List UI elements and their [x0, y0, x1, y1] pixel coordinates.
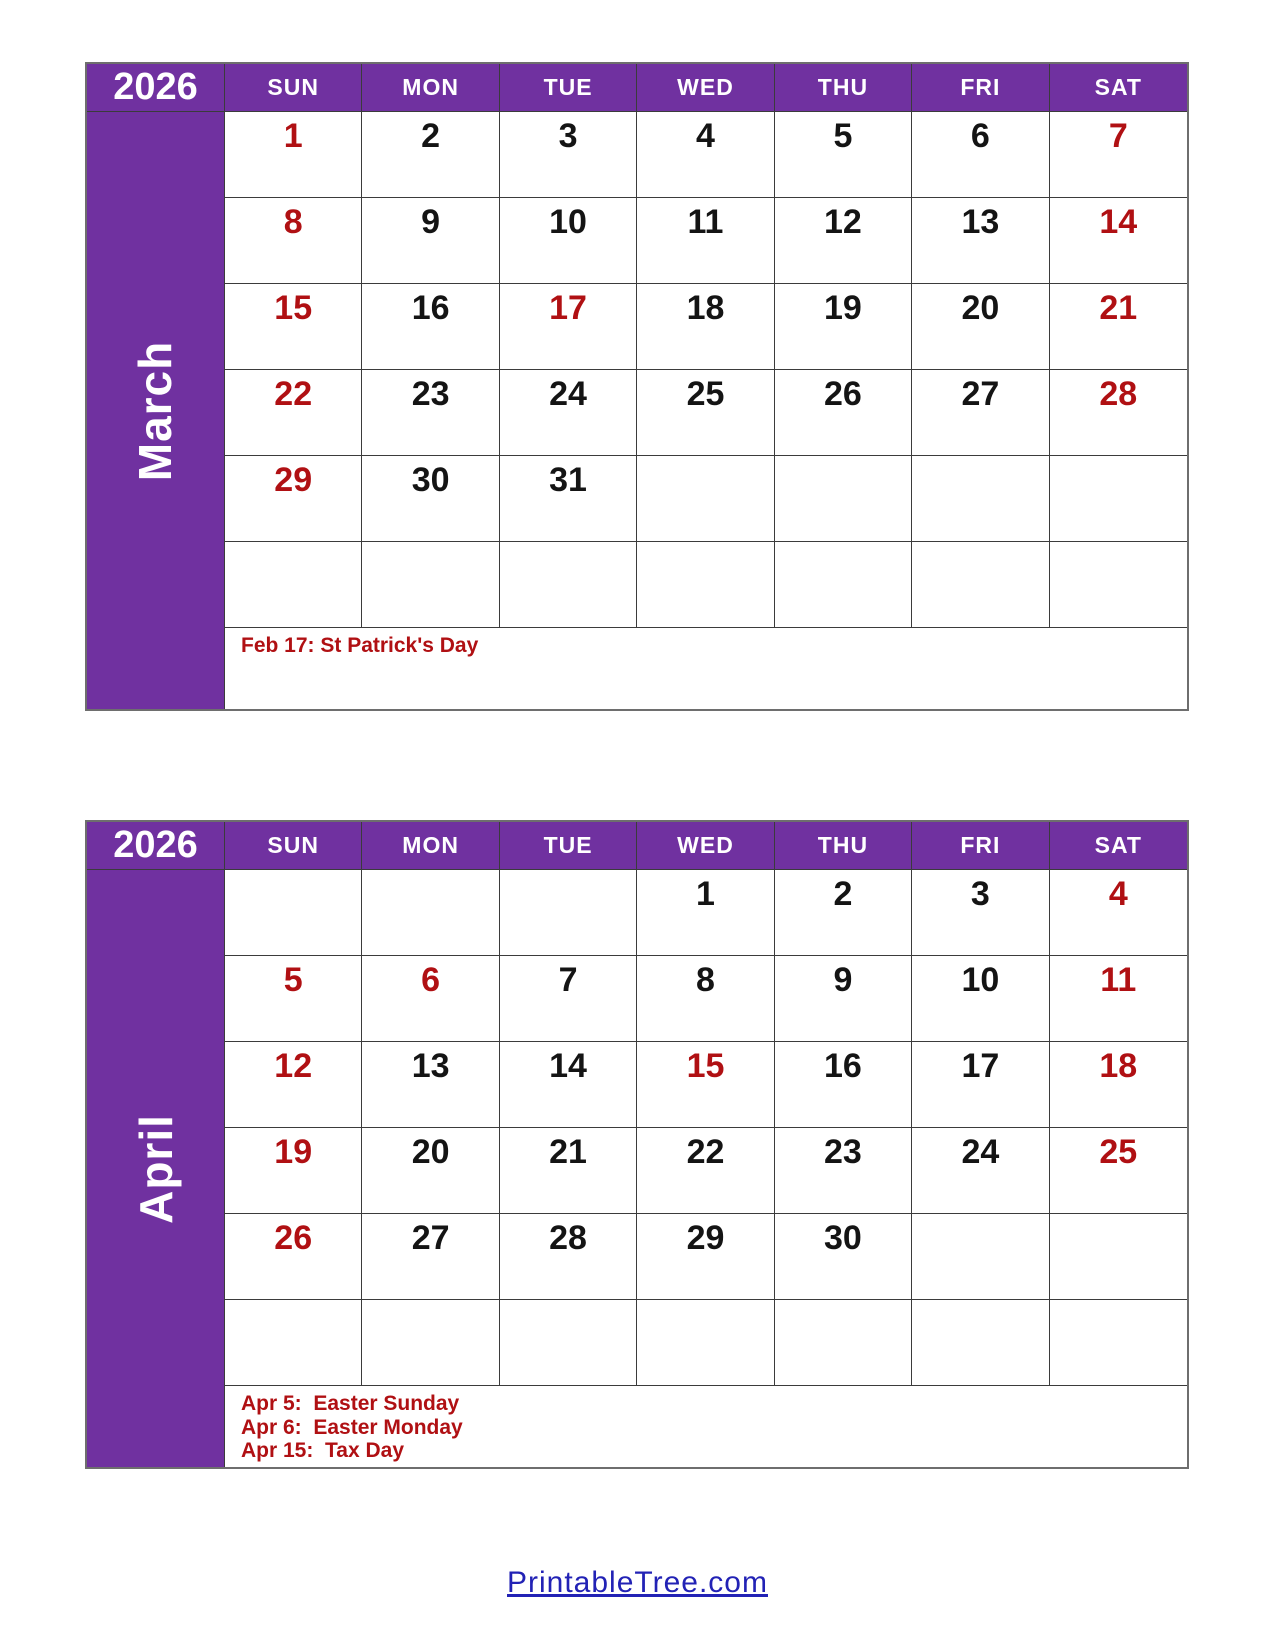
date-cell-30: 30: [362, 456, 499, 542]
date-cell-6: 6: [912, 112, 1049, 198]
day-header-sat: SAT: [1050, 822, 1187, 870]
date-cell-20: 20: [362, 1128, 499, 1214]
date-cell-28: 28: [1050, 370, 1187, 456]
date-cell-empty: [775, 456, 912, 542]
date-cell-9: 9: [362, 198, 499, 284]
date-cell-2: 2: [775, 870, 912, 956]
day-header-thu: THU: [775, 64, 912, 112]
date-cell-25: 25: [1050, 1128, 1187, 1214]
date-cell-13: 13: [912, 198, 1049, 284]
date-cell-11: 11: [1050, 956, 1187, 1042]
month-sidebar: [87, 870, 225, 1467]
date-cell-2: 2: [362, 112, 499, 198]
date-cell-10: 10: [912, 956, 1049, 1042]
date-cell-24: 24: [500, 370, 637, 456]
day-header-wed: WED: [637, 822, 774, 870]
day-header-tue: TUE: [500, 64, 637, 112]
date-cell-12: 12: [225, 1042, 362, 1128]
holiday-note: Apr 5: Easter Sunday: [241, 1392, 460, 1415]
date-cell-21: 21: [1050, 284, 1187, 370]
date-cell-11: 11: [637, 198, 774, 284]
date-cell-29: 29: [225, 456, 362, 542]
date-cell-9: 9: [775, 956, 912, 1042]
date-cell-empty: [637, 542, 774, 628]
date-cell-empty: [912, 1300, 1049, 1386]
day-header-sat: SAT: [1050, 64, 1187, 112]
date-cell-3: 3: [500, 112, 637, 198]
date-cell-8: 8: [225, 198, 362, 284]
date-cell-20: 20: [912, 284, 1049, 370]
date-cell-6: 6: [362, 956, 499, 1042]
date-cell-empty: [225, 1300, 362, 1386]
date-cell-empty: [1050, 1300, 1187, 1386]
year-label: 2026: [87, 64, 225, 112]
date-cell-empty: [362, 542, 499, 628]
day-header-sun: SUN: [225, 822, 362, 870]
date-cell-22: 22: [225, 370, 362, 456]
calendar-april: [85, 820, 1189, 1469]
date-cell-empty: [500, 1300, 637, 1386]
date-cell-7: 7: [1050, 112, 1187, 198]
date-cell-14: 14: [500, 1042, 637, 1128]
date-cell-23: 23: [362, 370, 499, 456]
date-cell-17: 17: [500, 284, 637, 370]
date-cell-empty: [362, 870, 499, 956]
date-cell-1: 1: [637, 870, 774, 956]
date-cell-empty: [637, 456, 774, 542]
date-cell-7: 7: [500, 956, 637, 1042]
date-cell-empty: [1050, 1214, 1187, 1300]
date-cell-empty: [912, 542, 1049, 628]
date-cell-empty: [225, 542, 362, 628]
calendar-march: [85, 62, 1189, 711]
date-cell-5: 5: [225, 956, 362, 1042]
day-header-sun: SUN: [225, 64, 362, 112]
holiday-notes-area: [225, 628, 1187, 709]
date-cell-17: 17: [912, 1042, 1049, 1128]
date-cell-3: 3: [912, 870, 1049, 956]
date-cell-empty: [500, 870, 637, 956]
day-header-fri: FRI: [912, 64, 1049, 112]
printabletree-link[interactable]: PrintableTree.com: [507, 1566, 768, 1599]
date-cell-27: 27: [912, 370, 1049, 456]
date-cell-empty: [775, 542, 912, 628]
date-cell-16: 16: [775, 1042, 912, 1128]
date-cell-26: 26: [775, 370, 912, 456]
date-cell-23: 23: [775, 1128, 912, 1214]
date-cell-empty: [637, 1300, 774, 1386]
date-cell-24: 24: [912, 1128, 1049, 1214]
month-sidebar: [87, 112, 225, 709]
date-cell-31: 31: [500, 456, 637, 542]
date-cell-27: 27: [362, 1214, 499, 1300]
month-label: April: [129, 1113, 182, 1224]
date-cell-29: 29: [637, 1214, 774, 1300]
day-header-wed: WED: [637, 64, 774, 112]
year-label: 2026: [87, 822, 225, 870]
holiday-notes-area: [225, 1386, 1187, 1467]
date-cell-5: 5: [775, 112, 912, 198]
date-cell-13: 13: [362, 1042, 499, 1128]
date-cell-19: 19: [775, 284, 912, 370]
date-cell-empty: [1050, 456, 1187, 542]
date-cell-21: 21: [500, 1128, 637, 1214]
holiday-note: Apr 6: Easter Monday: [241, 1415, 463, 1439]
date-cell-30: 30: [775, 1214, 912, 1300]
date-cell-15: 15: [225, 284, 362, 370]
month-label: March: [129, 340, 182, 481]
date-cell-15: 15: [637, 1042, 774, 1128]
date-cell-25: 25: [637, 370, 774, 456]
date-cell-empty: [912, 1214, 1049, 1300]
footer: [0, 1566, 1275, 1600]
date-cell-14: 14: [1050, 198, 1187, 284]
date-cell-4: 4: [637, 112, 774, 198]
date-cell-12: 12: [775, 198, 912, 284]
date-cell-28: 28: [500, 1214, 637, 1300]
date-cell-26: 26: [225, 1214, 362, 1300]
date-cell-empty: [1050, 542, 1187, 628]
date-cell-empty: [500, 542, 637, 628]
date-cell-19: 19: [225, 1128, 362, 1214]
day-header-tue: TUE: [500, 822, 637, 870]
date-cell-18: 18: [1050, 1042, 1187, 1128]
day-header-thu: THU: [775, 822, 912, 870]
date-cell-empty: [362, 1300, 499, 1386]
date-cell-16: 16: [362, 284, 499, 370]
date-cell-empty: [225, 870, 362, 956]
date-cell-1: 1: [225, 112, 362, 198]
date-cell-18: 18: [637, 284, 774, 370]
date-cell-4: 4: [1050, 870, 1187, 956]
date-cell-10: 10: [500, 198, 637, 284]
day-header-fri: FRI: [912, 822, 1049, 870]
date-cell-8: 8: [637, 956, 774, 1042]
holiday-note: Feb 17: St Patrick's Day: [241, 634, 479, 657]
holiday-note: Apr 15: Tax Day: [241, 1439, 405, 1462]
date-cell-empty: [775, 1300, 912, 1386]
date-cell-22: 22: [637, 1128, 774, 1214]
day-header-mon: MON: [362, 64, 499, 112]
date-cell-empty: [912, 456, 1049, 542]
day-header-mon: MON: [362, 822, 499, 870]
